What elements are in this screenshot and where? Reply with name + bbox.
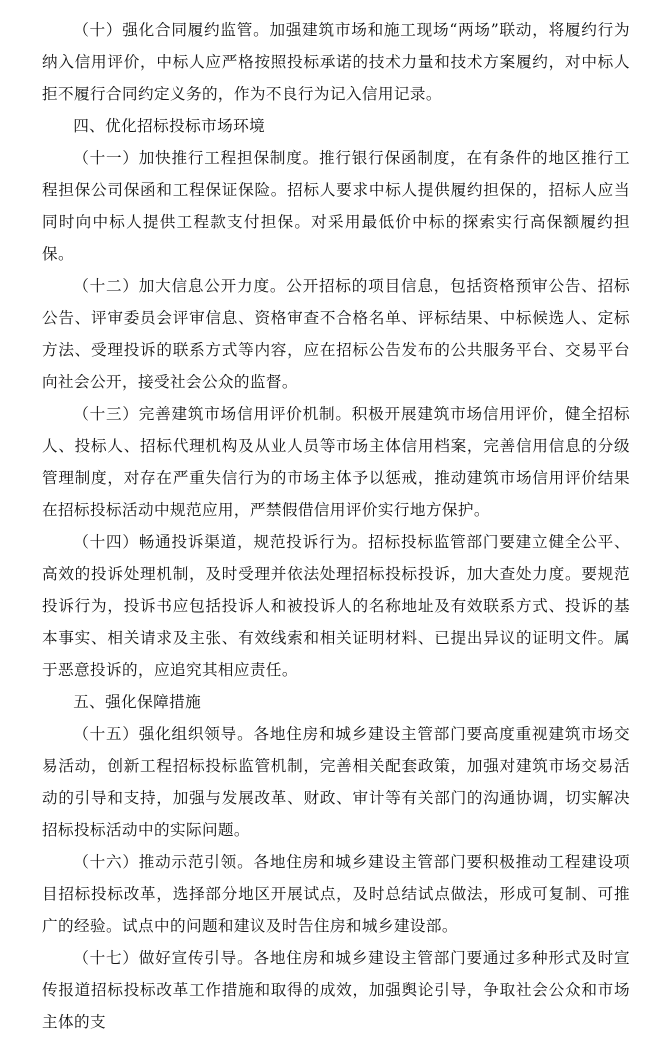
paragraph-14: （十四）畅通投诉渠道，规范投诉行为。招标投标监管部门要建立健全公平、高效的投诉处理机制，及时受理并依法处理招标投标投诉，加大查处力度。要规范投诉行为，投诉书应包括投诉人和被投诉人的名称地址及有效联系方式、投诉的基本事实、相关请求及主张、有效线索和相关证明材料、已提出异议的证明文件。属于恶意投诉的，应追究其相应责任。	[42, 533, 630, 679]
paragraph-10: （十）强化合同履约监管。加强建筑市场和施工现场“两场”联动，将履约行为纳入信用评价，中标人应严格按照投标承诺的技术力量和技术方案履约，对中标人拒不履行合同约定义务的，作为不良行为记入信用记录。	[42, 21, 630, 103]
paragraph-12: （十二）加大信息公开力度。公开招标的项目信息，包括资格预审公告、招标公告、评审委员会评审信息、资格审查不合格名单、评标结果、中标候选人、定标方法、受理投诉的联系方式等内容，应在招标公告发布的公共服务平台、交易平台向社会公开，接受社会公众的监督。	[42, 277, 630, 391]
paragraph-11: （十一）加快推行工程担保制度。推行银行保函制度，在有条件的地区推行工程担保公司保函和工程保证保险。招标人要求中标人提供履约担保的，招标人应当同时向中标人提供工程款支付担保。对采用最低价中标的探索实行高保额履约担保。	[42, 149, 630, 263]
paragraph-15: （十五）强化组织领导。各地住房和城乡建设主管部门要高度重视建筑市场交易活动，创新工程招标投标监管机制，完善相关配套政策，加强对建筑市场交易活动的引导和支持，加强与发展改革、财政、审计等有关部门的沟通协调，切实解决招标投标活动中的实际问题。	[42, 725, 630, 839]
section-heading-5: 五、强化保障措施	[73, 693, 202, 711]
paragraph-16: （十六）推动示范引领。各地住房和城乡建设主管部门要积极推动工程建设项目招标投标改革，选择部分地区开展试点，及时总结试点做法，形成可复制、可推广的经验。试点中的问题和建议及时告住房和城乡建设部。	[42, 853, 630, 935]
paragraph-17: （十七）做好宣传引导。各地住房和城乡建设主管部门要通过多种形式及时宣传报道招标投标改革工作措施和取得的成效，加强舆论引导，争取社会公众和市场主体的支	[42, 949, 630, 1031]
paragraph-13: （十三）完善建筑市场信用评价机制。积极开展建筑市场信用评价，健全招标人、投标人、招标代理机构及从业人员等市场主体信用档案，完善信用信息的分级管理制度，对存在严重失信行为的市场主体予以惩戒，推动建筑市场信用评价结果在招标投标活动中规范应用，严禁假借信用评价实行地方保护。	[42, 405, 630, 519]
section-heading-4: 四、优化招标投标市场环境	[73, 117, 266, 135]
